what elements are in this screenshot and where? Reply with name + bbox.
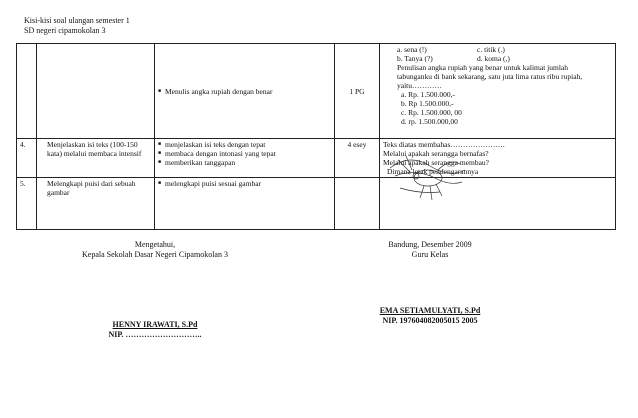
choice-item: b. Rp 1.500.000,- (401, 99, 454, 108)
row-question (380, 44, 616, 139)
answer-line: Teks diatas membahas…………………. (383, 140, 505, 149)
option-a: a. sena (!) (397, 45, 427, 54)
option-c: c. titik (.) (477, 45, 505, 54)
indicator-item: ■ Menulis angka rupiah dengan benar (158, 87, 331, 96)
school-name: SD negeri cipamokolan 3 (24, 26, 106, 35)
indicator-item: ■ memberikan tanggapan (158, 158, 331, 167)
answer-line: Melalui apakah serangga bernafas? (383, 149, 489, 158)
choice-item: d. rp. 1.500.000,00 (401, 117, 458, 126)
row-indicators (155, 139, 335, 178)
row-competency: Melengkapi puisi dari sebuah gambar (37, 178, 155, 230)
indicator-item: ■ membaca dengan intonasi yang tepat (158, 149, 331, 158)
doc-title: Kisi-kisi soal ulangan semester 1 (24, 16, 130, 25)
row-indicators (155, 178, 335, 230)
row-count: 1 PG (335, 44, 380, 139)
headmaster-nip: NIP. ……………………….. (108, 330, 202, 339)
insect-illustration (380, 148, 470, 208)
row-count (335, 178, 380, 230)
teacher-nip: NIP. 197604082005015 2005 (382, 316, 478, 325)
table-row (17, 178, 616, 230)
teacher-name: EMA SETIAMULYATI, S.Pd (379, 306, 481, 315)
answer-line: Dimana letak pendengarannya (387, 167, 479, 176)
row-competency (37, 44, 155, 139)
row-no: 5. (17, 178, 37, 230)
question-prompt: Penulisan angka rupiah yang benar untuk kalimat jumlah tabunganku di bank sekarang, satu juta lima ratus ribu rupiah, yaitu………… (397, 63, 583, 90)
left-sig-line1: Mengetahui, (134, 240, 176, 249)
row-count: 4 esey (335, 139, 380, 178)
right-sig-date: Bandung, Desember 2009 (388, 240, 472, 249)
row-no (17, 44, 37, 139)
left-sig-line2: Kepala Sekolah Dasar Negeri Cipamokolan 3 (82, 250, 228, 259)
table-row (17, 44, 616, 139)
indicator-item: ■ melengkapi puisi sesuai gambar (158, 179, 331, 188)
option-b: b. Tanya (?) (397, 54, 433, 63)
table-row (17, 139, 616, 178)
choice-item: a. Rp. 1.500.000,- (401, 90, 455, 99)
row-competency: Menjelaskan isi teks (100-150 kata) melalui membaca intensif (37, 139, 155, 178)
answer-line: Melalui apakah serangga membau? (383, 158, 489, 167)
row-indicators (155, 44, 335, 139)
indicator-item: ■ menjelaskan isi teks dengan tepat (158, 140, 331, 149)
kisi-kisi-table (16, 43, 616, 230)
right-sig-role: Guru Kelas (411, 250, 449, 259)
row-no: 4. (17, 139, 37, 178)
choice-item: c. Rp. 1.500.000, 00 (401, 108, 462, 117)
option-d: d. koma (,) (477, 54, 510, 63)
headmaster-name: HENNY IRAWATI, S.Pd (112, 320, 198, 329)
